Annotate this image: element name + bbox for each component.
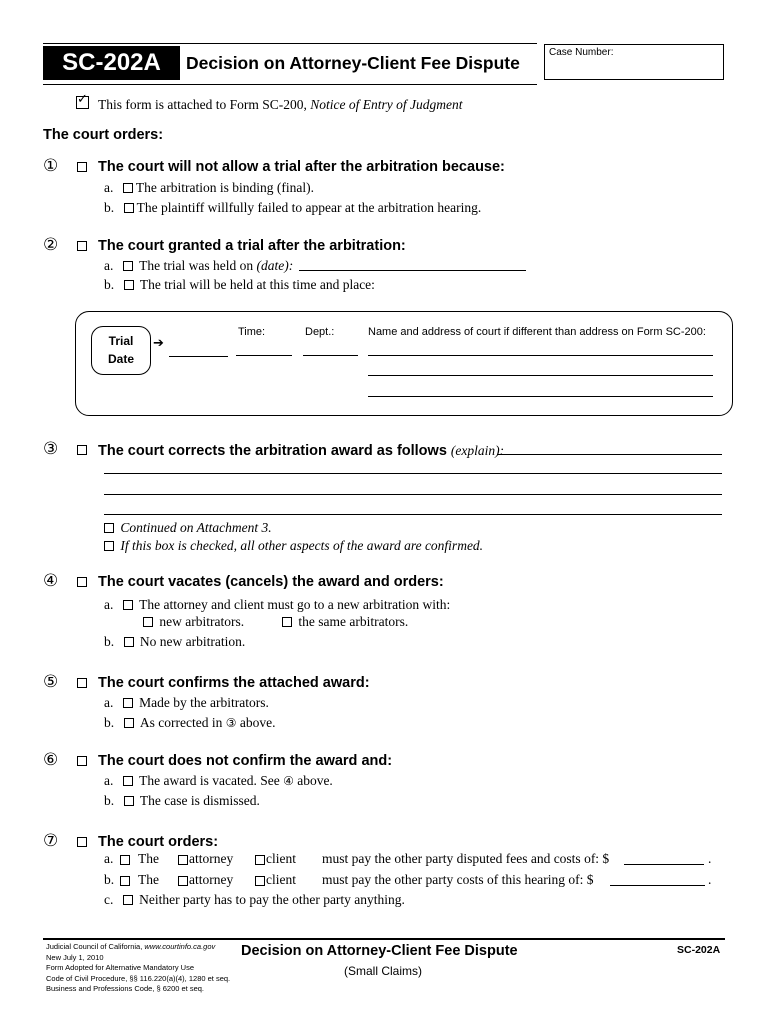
section-2-a-text: The trial was held on bbox=[139, 258, 257, 273]
new-arbitrators-text: new arbitrators. bbox=[159, 614, 245, 629]
section-1-b-checkbox[interactable] bbox=[124, 203, 134, 213]
footer-ccp: Code of Civil Procedure, §§ 116.220(a)(4), 1280 et seq. bbox=[46, 973, 231, 983]
section-5-a-checkbox[interactable] bbox=[123, 698, 133, 708]
section-1-heading: The court will not allow a trial after the arbitration because: bbox=[98, 159, 505, 175]
dept-label: Dept.: bbox=[305, 326, 335, 338]
trial-date-field[interactable] bbox=[169, 356, 228, 357]
section-4-a-letter: a. bbox=[104, 597, 114, 612]
attached-checkbox[interactable] bbox=[76, 92, 89, 109]
date-label: Date bbox=[107, 352, 134, 366]
section-4-checkbox[interactable] bbox=[77, 577, 87, 587]
section-7-a-attorney: attorney bbox=[189, 851, 234, 866]
continued-row bbox=[104, 520, 272, 536]
section-7-b-checkbox[interactable] bbox=[120, 876, 130, 886]
section-6-b bbox=[104, 793, 260, 809]
court-address-line-3[interactable] bbox=[368, 396, 713, 397]
section-3-heading bbox=[98, 442, 504, 460]
section-7-c-text: Neither party has to pay the other party anything. bbox=[139, 892, 405, 907]
new-arbitrators-checkbox[interactable] bbox=[143, 617, 153, 627]
section-7-heading: The court orders: bbox=[98, 834, 219, 850]
section-6-a-text-prefix: The award is vacated. See bbox=[139, 773, 284, 788]
section-2-a-checkbox[interactable] bbox=[123, 261, 133, 271]
section-2-a-letter: a. bbox=[104, 258, 114, 273]
section-2-b-checkbox[interactable] bbox=[124, 280, 134, 290]
section-7-b-attorney-checkbox[interactable] bbox=[178, 876, 188, 886]
section-6-b-letter: b. bbox=[104, 793, 115, 808]
section-6-a-checkbox[interactable] bbox=[123, 776, 133, 786]
explain-line-2[interactable] bbox=[104, 473, 722, 474]
footer-citations bbox=[46, 942, 230, 995]
court-address-line-2[interactable] bbox=[368, 375, 713, 376]
hearing-costs-amount[interactable] bbox=[610, 885, 705, 886]
section-4-b-text: No new arbitration. bbox=[139, 634, 246, 649]
section-5-heading: The court confirms the attached award: bbox=[98, 675, 370, 691]
section-3-heading-text: The court corrects the arbitration award as follows bbox=[98, 443, 451, 459]
section-6-a-letter: a. bbox=[104, 773, 114, 788]
footer-website[interactable]: www.courtinfo.ca.gov bbox=[144, 942, 216, 951]
trial-date-badge bbox=[91, 326, 151, 375]
section-3-checkbox[interactable] bbox=[77, 445, 87, 455]
section-4-b-checkbox[interactable] bbox=[124, 637, 134, 647]
section-2-checkbox[interactable] bbox=[77, 241, 87, 251]
dept-field[interactable] bbox=[303, 355, 358, 356]
section-4-a bbox=[104, 597, 450, 613]
section-5-b-letter: b. bbox=[104, 715, 115, 730]
footer-date: New July 1, 2010 bbox=[46, 952, 104, 962]
section-1-a bbox=[104, 180, 314, 196]
section-5-b-text-suffix: above. bbox=[236, 715, 276, 730]
explain-line-1[interactable] bbox=[497, 454, 722, 455]
form-id-badge bbox=[43, 46, 180, 80]
section-6-b-checkbox[interactable] bbox=[124, 796, 134, 806]
section-6-heading: The court does not confirm the award and: bbox=[98, 753, 393, 769]
footer-council bbox=[46, 942, 230, 953]
section-1-checkbox[interactable] bbox=[77, 162, 87, 172]
section-7-c-letter: c. bbox=[104, 892, 114, 907]
section-1-b-text: The plaintiff willfully failed to appear at the arbitration hearing. bbox=[136, 200, 482, 215]
section-4-number: ④ bbox=[43, 571, 59, 591]
section-5-number: ⑤ bbox=[43, 672, 59, 692]
disputed-fees-amount[interactable] bbox=[624, 864, 704, 865]
section-2-b-text: The trial will be held at this time and place: bbox=[139, 277, 375, 292]
checkmark-icon: ✓ bbox=[77, 92, 88, 107]
section-1-a-text: The arbitration is binding (final). bbox=[135, 180, 314, 195]
confirmed-text: If this box is checked, all other aspects of the award are confirmed. bbox=[120, 538, 484, 553]
section-7-a-checkbox[interactable] bbox=[120, 855, 130, 865]
section-7-b-client-checkbox[interactable] bbox=[255, 876, 265, 886]
section-5-a-text: Made by the arbitrators. bbox=[139, 695, 269, 710]
section-4-heading: The court vacates (cancels) the award and orders: bbox=[98, 574, 444, 590]
court-orders-label: The court orders: bbox=[43, 127, 164, 143]
section-2-heading: The court granted a trial after the arbitration: bbox=[98, 238, 406, 254]
section-6-b-text: The case is dismissed. bbox=[139, 793, 260, 808]
section-2-b-letter: b. bbox=[104, 277, 115, 292]
explain-line-4[interactable] bbox=[104, 514, 722, 515]
confirmed-row bbox=[104, 538, 483, 554]
footer-council-text: Judicial Council of California, bbox=[46, 942, 145, 951]
section-7-b-client: client bbox=[266, 872, 296, 887]
section-7-a-client-checkbox[interactable] bbox=[255, 855, 265, 865]
new-arbitrators-option bbox=[143, 614, 244, 630]
section-2-number: ② bbox=[43, 235, 59, 255]
footer-bpc: Business and Professions Code, § 6200 et seq. bbox=[46, 984, 205, 993]
section-7-c-checkbox[interactable] bbox=[123, 895, 133, 905]
section-1-b-letter: b. bbox=[104, 200, 115, 215]
section-7-checkbox[interactable] bbox=[77, 837, 87, 847]
section-5-b-text-prefix: As corrected in bbox=[139, 715, 226, 730]
section-7-a-letter: a. bbox=[104, 851, 114, 866]
section-7-a-the: The bbox=[138, 851, 159, 866]
attached-text-prefix: This form is attached to Form SC-200, bbox=[98, 97, 311, 112]
case-number-label: Case Number: bbox=[549, 47, 614, 58]
section-4-b-letter: b. bbox=[104, 634, 115, 649]
confirmed-checkbox[interactable] bbox=[104, 541, 114, 551]
same-arbitrators-text: the same arbitrators. bbox=[298, 614, 409, 629]
section-7-b-letter: b. bbox=[104, 872, 115, 887]
arrow-right-icon: ➔ bbox=[153, 336, 164, 351]
section-2-b bbox=[104, 277, 375, 293]
section-7-b-period: . bbox=[708, 872, 712, 887]
section-6-a-ref: ④ bbox=[283, 774, 294, 788]
section-6-checkbox[interactable] bbox=[77, 756, 87, 766]
explain-line-3[interactable] bbox=[104, 494, 722, 495]
section-7-a-attorney-checkbox[interactable] bbox=[178, 855, 188, 865]
trial-label: Trial bbox=[108, 334, 134, 348]
section-4-a-text: The attorney and client must go to a new arbitration with: bbox=[139, 597, 451, 612]
section-1-a-checkbox[interactable] bbox=[123, 183, 133, 193]
continued-text: Continued on Attachment 3. bbox=[120, 520, 272, 535]
section-1-b bbox=[104, 200, 481, 216]
section-1-number: ① bbox=[43, 156, 59, 176]
section-3-number: ③ bbox=[43, 439, 59, 459]
section-2-a bbox=[104, 258, 293, 274]
section-7-c bbox=[104, 892, 405, 908]
section-7-b-text: must pay the other party costs of this hearing of: $ bbox=[322, 872, 594, 887]
section-6-a-text-suffix: above. bbox=[293, 773, 333, 788]
section-7-number: ⑦ bbox=[43, 831, 59, 851]
section-4-a-checkbox[interactable] bbox=[123, 600, 133, 610]
trial-date-line[interactable] bbox=[299, 270, 526, 271]
section-7-a-client: client bbox=[266, 851, 296, 866]
case-number-box[interactable] bbox=[544, 44, 724, 80]
footer-adopted: Form Adopted for Alternative Mandatory Use bbox=[46, 963, 194, 972]
section-7-b-attorney: attorney bbox=[189, 872, 234, 887]
section-7-b-the: The bbox=[138, 872, 159, 887]
section-6-number: ⑥ bbox=[43, 750, 59, 770]
footer-subtitle: (Small Claims) bbox=[344, 964, 422, 978]
section-7-a-period: . bbox=[708, 851, 712, 866]
section-7-a-text: must pay the other party disputed fees and costs of: $ bbox=[322, 851, 610, 866]
section-6-a bbox=[104, 773, 333, 789]
footer-form-id: SC-202A bbox=[677, 944, 721, 956]
court-address-line-1[interactable] bbox=[368, 355, 713, 356]
footer-divider bbox=[43, 938, 725, 940]
section-5-a-letter: a. bbox=[104, 695, 114, 710]
same-arbitrators-checkbox[interactable] bbox=[282, 617, 292, 627]
section-5-b-checkbox[interactable] bbox=[124, 718, 134, 728]
footer-title: Decision on Attorney-Client Fee Dispute bbox=[241, 943, 518, 959]
court-address-label: Name and address of court if different than address on Form SC-200: bbox=[368, 326, 706, 338]
section-5-a bbox=[104, 695, 269, 711]
time-field[interactable] bbox=[236, 355, 292, 356]
section-5-b bbox=[104, 715, 275, 731]
section-1-a-letter: a. bbox=[104, 180, 114, 195]
section-2-a-date-label: (date): bbox=[256, 258, 294, 273]
same-arbitrators-option bbox=[282, 614, 408, 630]
section-3-explain: (explain): bbox=[450, 443, 505, 458]
form-id: SC-202A bbox=[62, 49, 161, 76]
attached-text bbox=[98, 97, 462, 113]
page-title: Decision on Attorney-Client Fee Dispute bbox=[186, 53, 520, 73]
section-5-checkbox[interactable] bbox=[77, 678, 87, 688]
attached-text-italic: Notice of Entry of Judgment bbox=[310, 97, 463, 112]
section-5-b-ref: ③ bbox=[225, 716, 237, 730]
continued-checkbox[interactable] bbox=[104, 523, 114, 533]
section-4-b bbox=[104, 634, 245, 650]
time-label: Time: bbox=[238, 326, 266, 338]
